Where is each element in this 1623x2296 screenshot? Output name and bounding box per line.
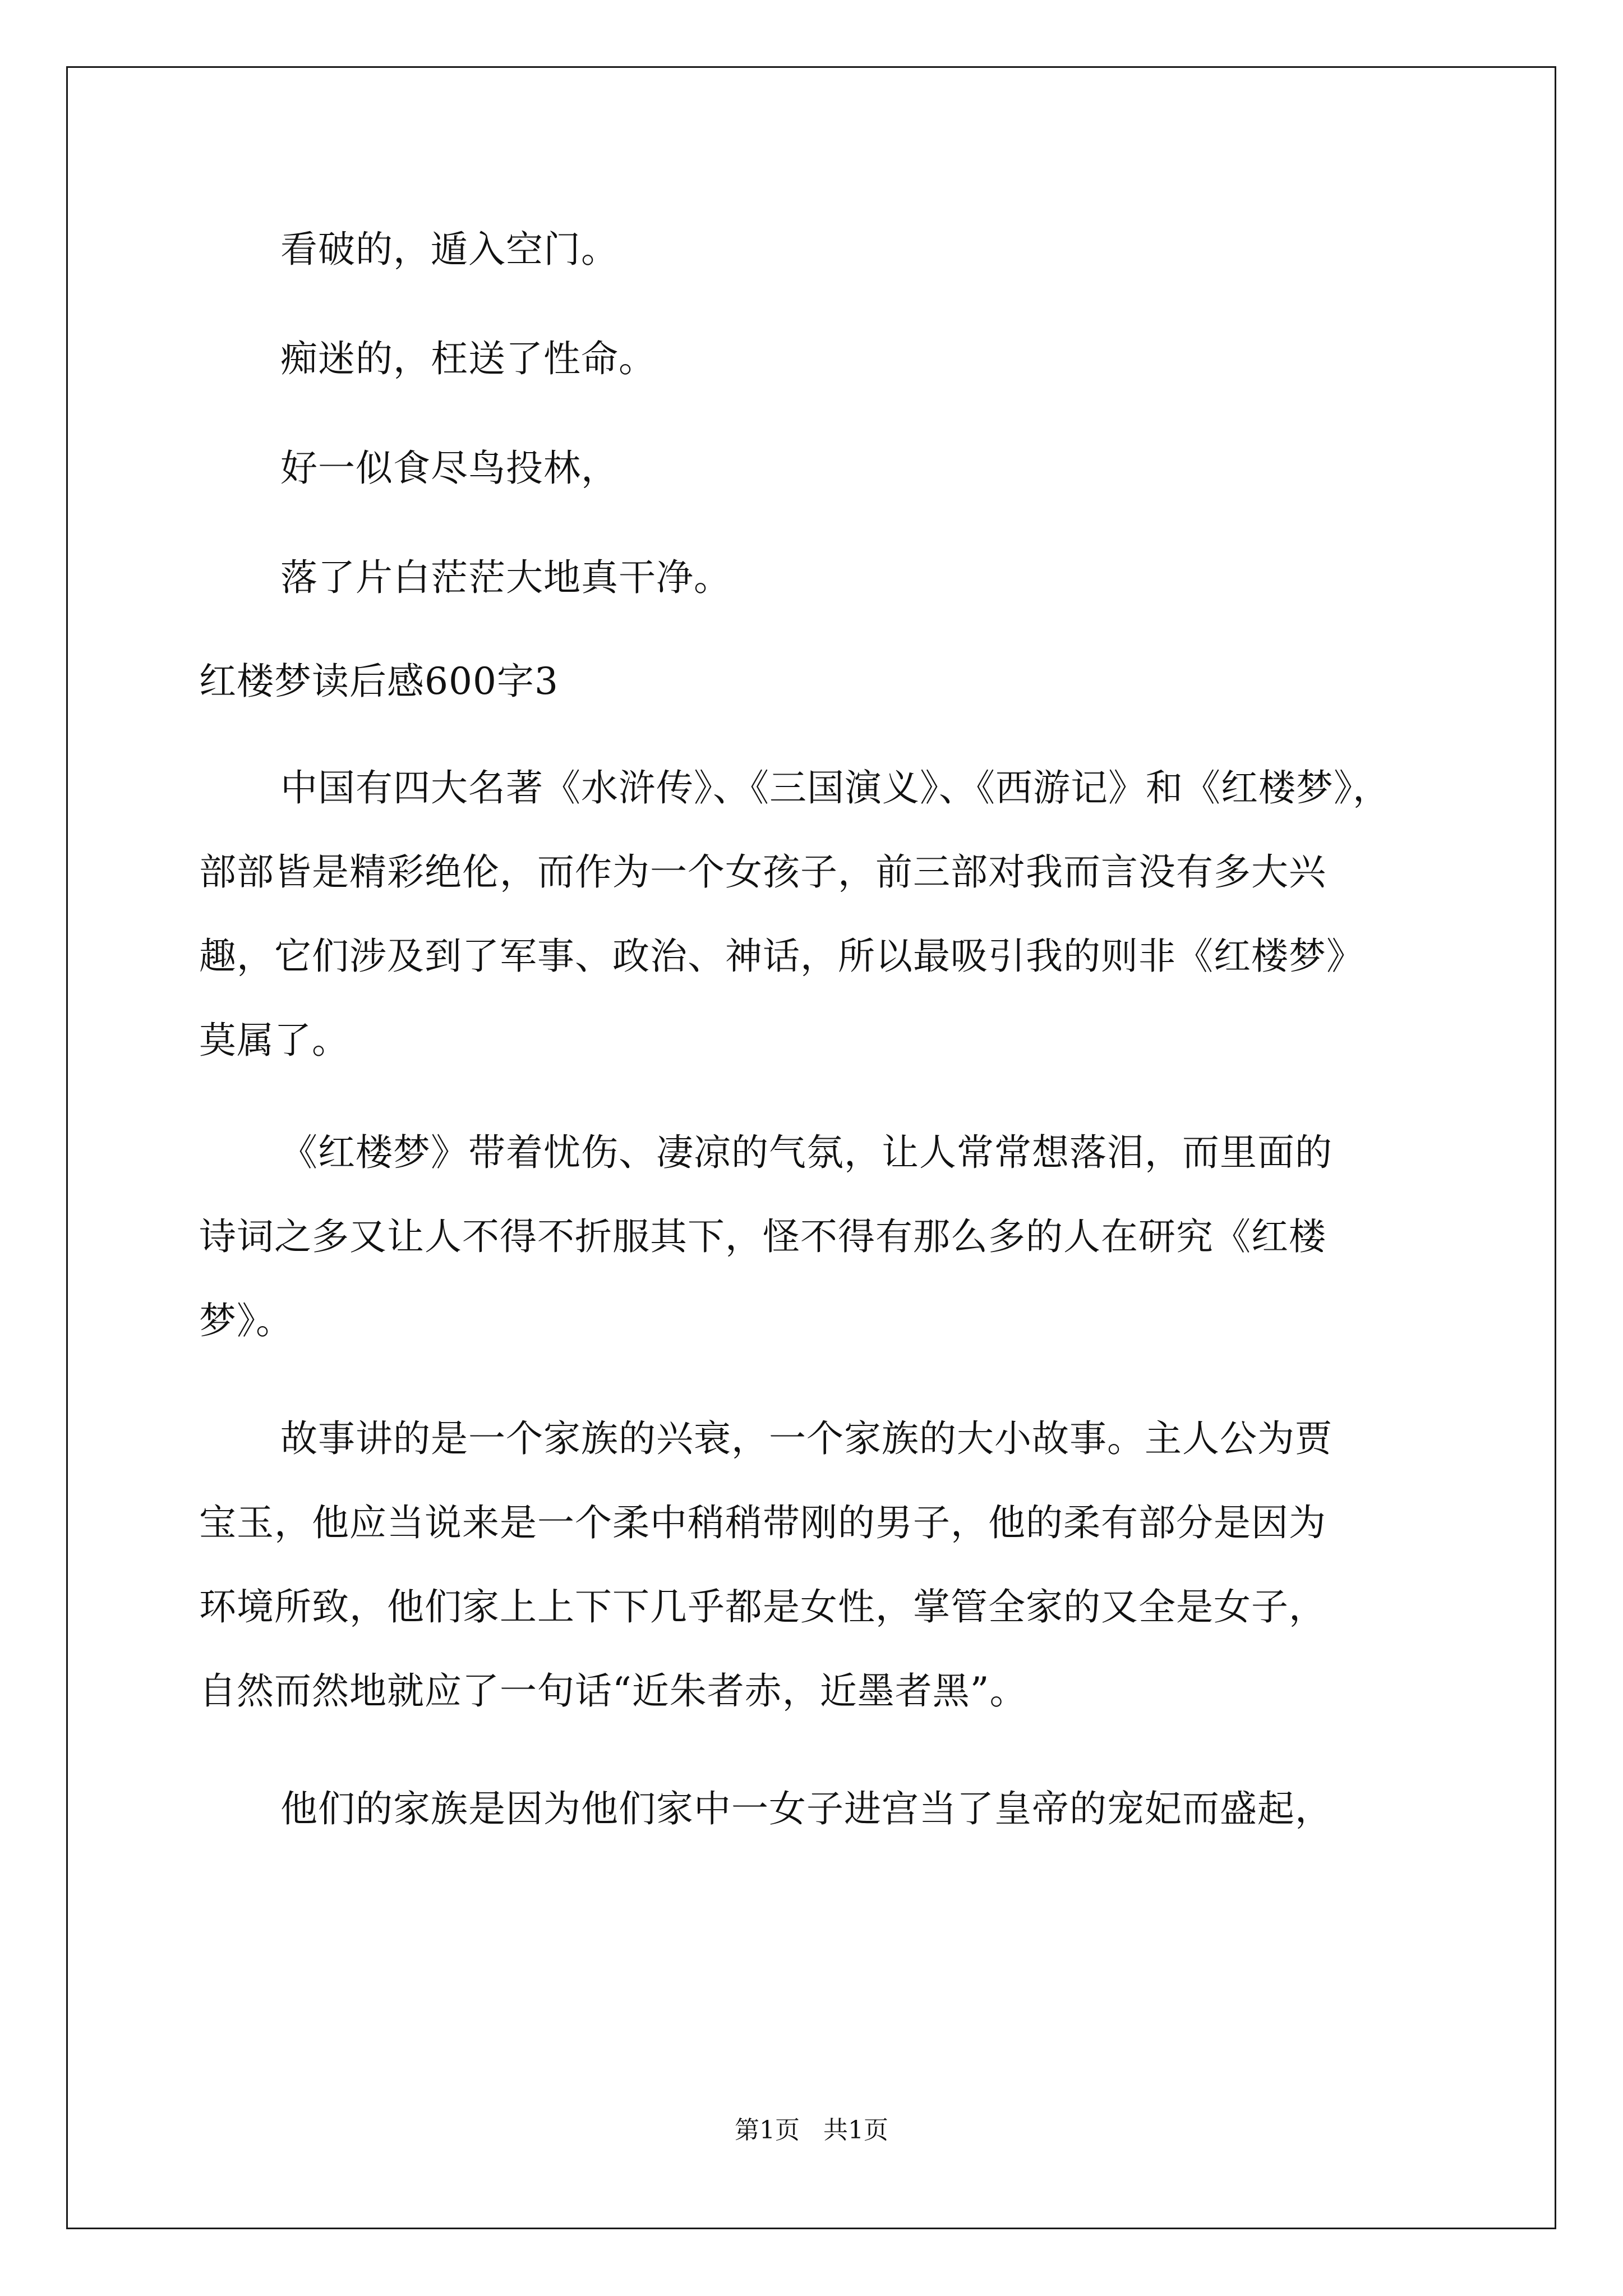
poem-line-3: 好一似食尽鸟投林， (280, 447, 619, 490)
poem-line-1: 看破的，遁入空门。 (280, 228, 619, 271)
poem-line-4: 落了片白茫茫大地真干净。 (280, 556, 731, 599)
paragraph-4-line-1: 他们的家族是因为他们家中一女子进宫当了皇帝的宠妃而盛起， (280, 1787, 1332, 1830)
paragraph-1-line-3: 趣，它们涉及到了军事、政治、神话，所以最吸引我的则非《红楼梦》 (199, 935, 1364, 978)
paragraph-2-line-1: 《红楼梦》带着忧伤、凄凉的气氛，让人常常想落泪，而里面的 (280, 1131, 1332, 1174)
paragraph-3-line-3: 环境所致，他们家上上下下几乎都是女性，掌管全家的又全是女子， (199, 1585, 1326, 1628)
section-heading: 红楼梦读后感600字3 (199, 660, 559, 703)
paragraph-3-line-2: 宝玉，他应当说来是一个柔中稍稍带刚的男子，他的柔有部分是因为 (199, 1501, 1326, 1544)
paragraph-2-line-2: 诗词之多又让人不得不折服其下，怪不得有那么多的人在研究《红楼 (199, 1215, 1326, 1258)
paragraph-3-line-1: 故事讲的是一个家族的兴衰，一个家族的大小故事。主人公为贾 (280, 1417, 1332, 1460)
page-number-footer: 第1页 共1页 (735, 2116, 888, 2145)
poem-line-2: 痴迷的，枉送了性命。 (280, 337, 656, 380)
paragraph-3-line-4: 自然而然地就应了一句话“近朱者赤，近墨者黑”。 (199, 1669, 1027, 1713)
paragraph-1-line-4: 莫属了。 (199, 1019, 349, 1062)
paragraph-1-line-2: 部部皆是精彩绝伦，而作为一个女孩子，前三部对我而言没有多大兴 (199, 850, 1326, 894)
paragraph-2-line-3: 梦》。 (199, 1299, 293, 1342)
paragraph-1-line-1: 中国有四大名著《水浒传》、《三国演义》、《西游记》和《红楼梦》， (280, 766, 1390, 809)
